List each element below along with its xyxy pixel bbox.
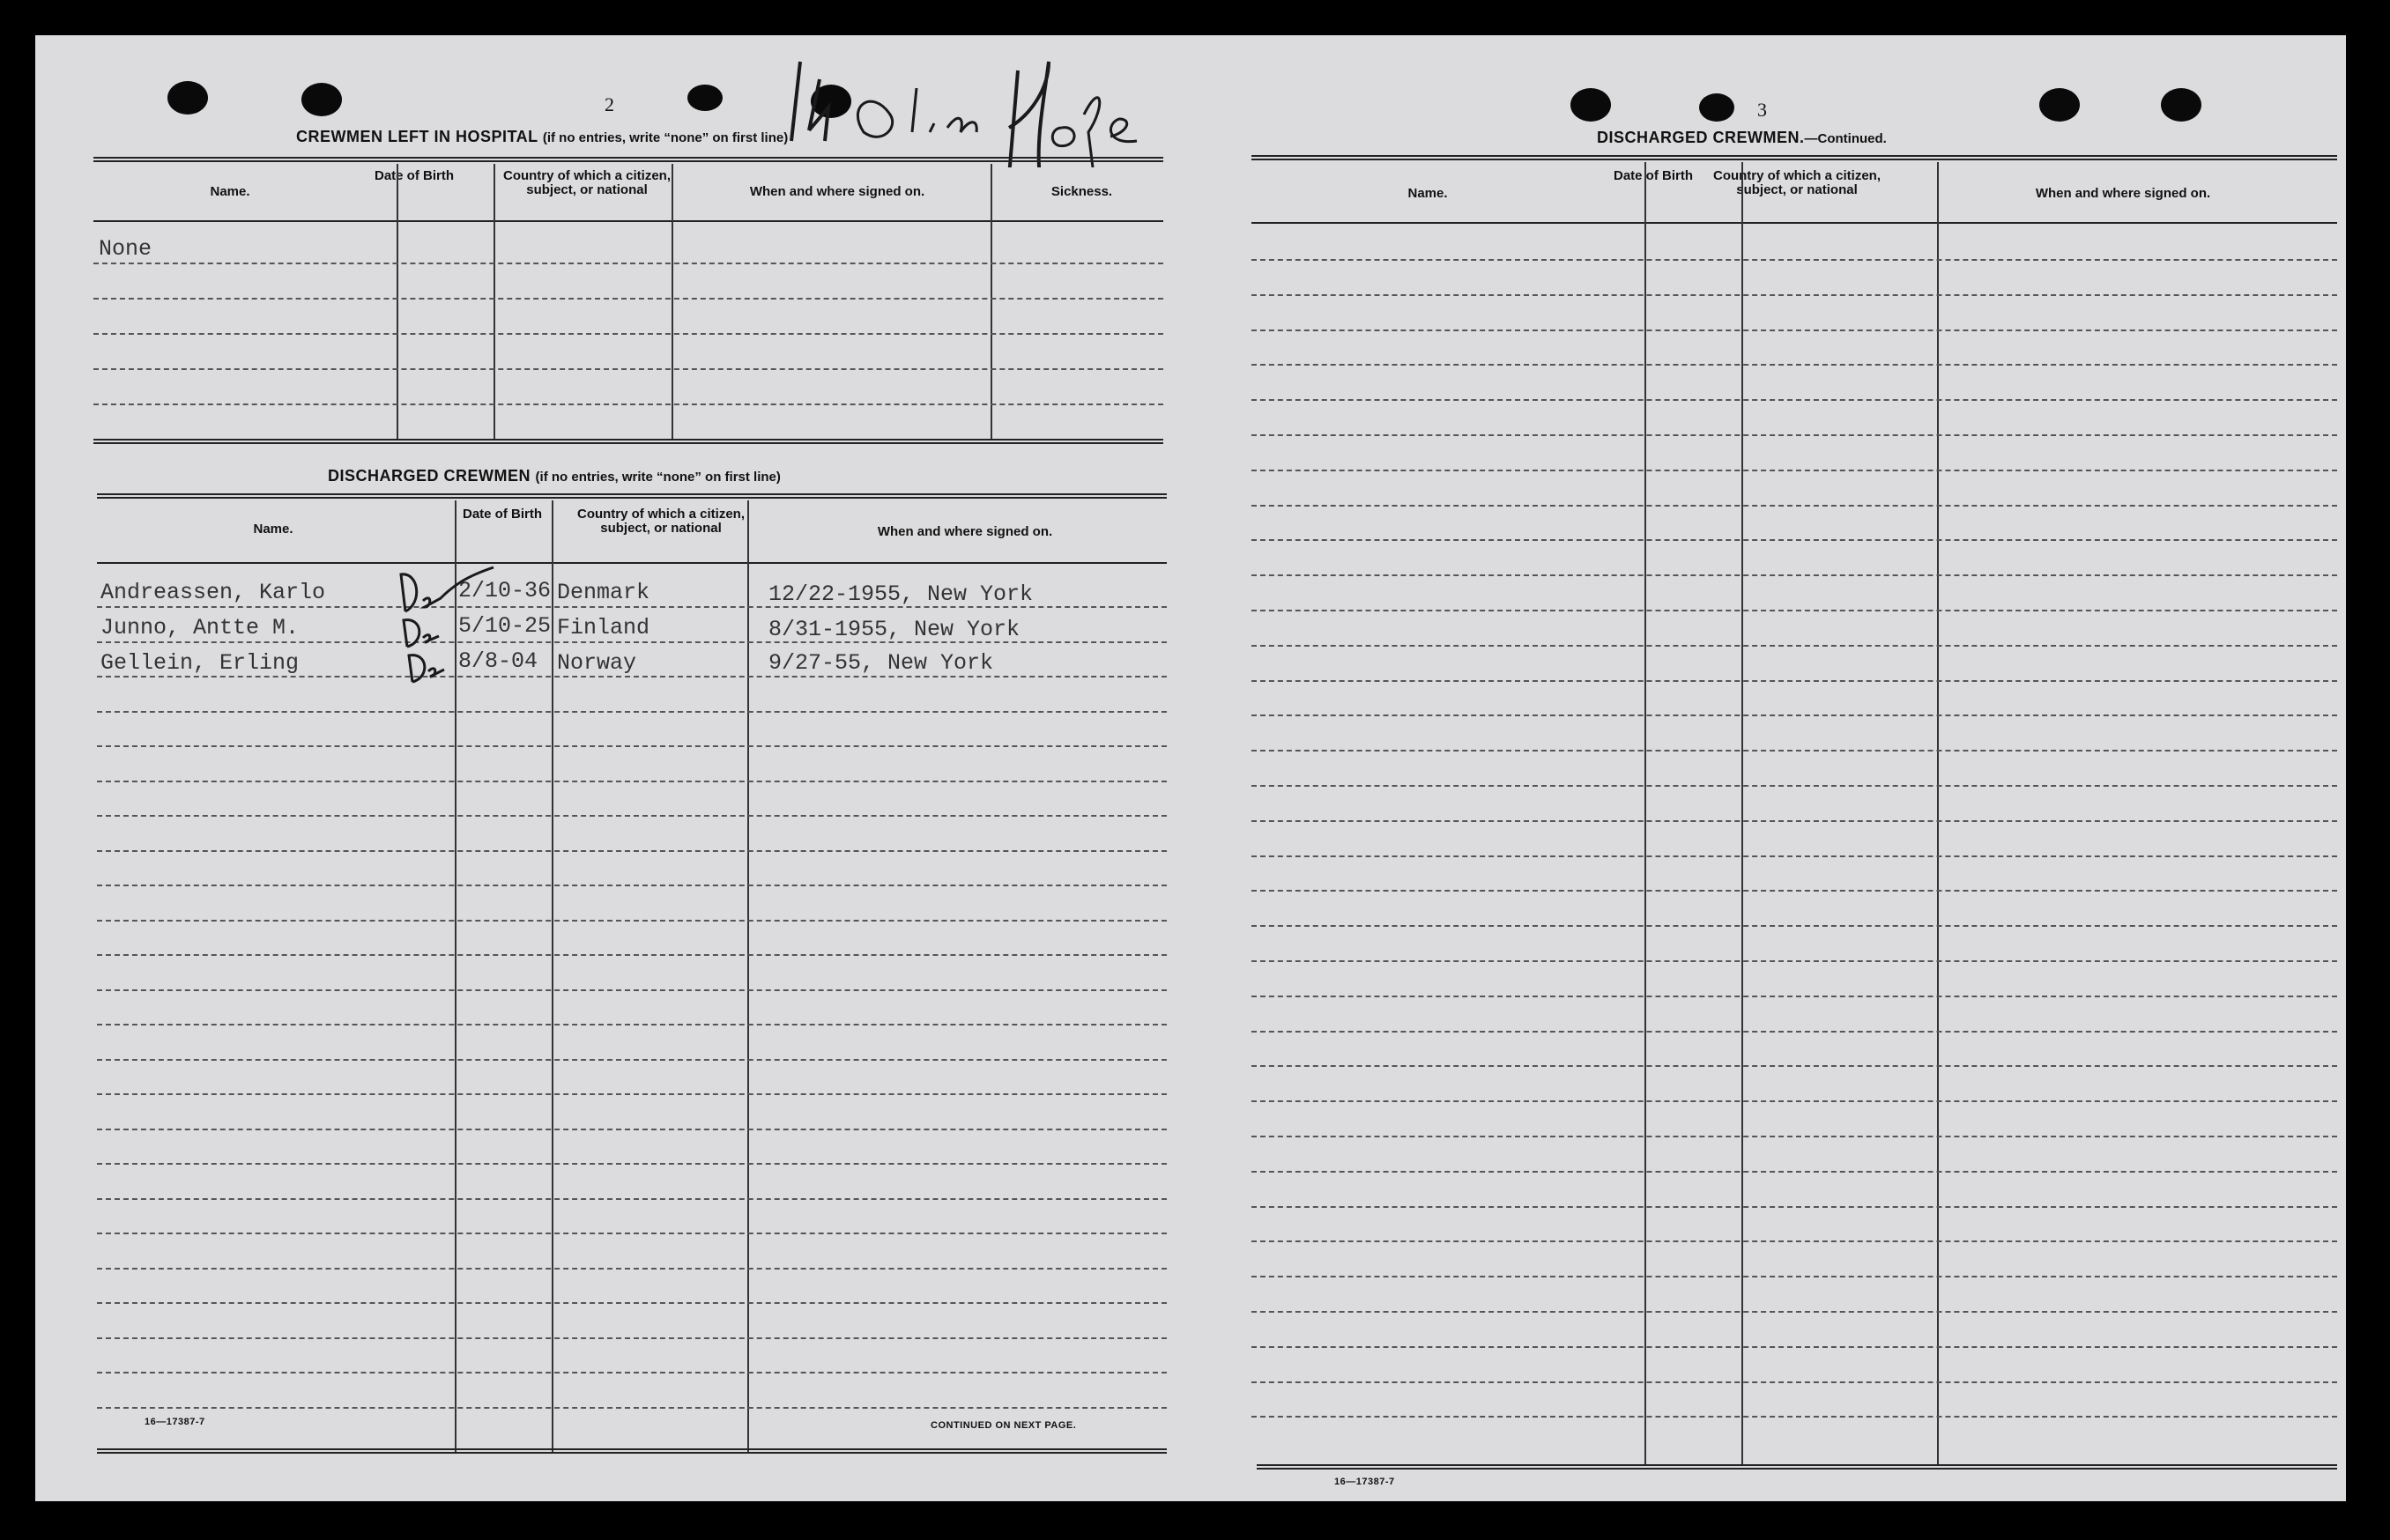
row-line (97, 745, 1167, 747)
row-line (1251, 890, 2337, 892)
row-line (97, 885, 1167, 886)
row-line (1251, 925, 2337, 927)
row-line (97, 676, 1167, 677)
bottom-rule (97, 1448, 1167, 1454)
discharged-country: Norway (557, 650, 637, 676)
discharged-name: Gellein, Erling (100, 650, 300, 676)
row-line (97, 1372, 1167, 1373)
discharged-mark-2 (35, 35, 36, 36)
col-header-signed-on: When and where signed on. (2035, 186, 2211, 201)
discharged-signed-on: 8/31-1955, New York (768, 617, 1021, 642)
handwriting-signature (784, 44, 1154, 167)
col-header-name: Name. (1407, 186, 1448, 201)
row-line (97, 989, 1167, 991)
col-header-country: Country of which a citizen, subject, or national (576, 507, 745, 536)
header-rule (1251, 155, 2337, 160)
row-line (97, 781, 1167, 782)
right-page (1216, 35, 2346, 1501)
row-line (97, 1268, 1167, 1270)
punch-hole (1699, 93, 1734, 122)
row-line (97, 1059, 1167, 1061)
header-bottom-rule (93, 220, 1163, 222)
ledger-sheet (35, 35, 2346, 1501)
row-line (1251, 259, 2337, 261)
row-line (93, 404, 1163, 405)
punch-hole (2161, 88, 2201, 122)
col-header-signed-on: When and where signed on. (877, 524, 1053, 539)
discharged-country: Denmark (557, 580, 650, 605)
column-divider (1644, 162, 1646, 1464)
row-line (1251, 1100, 2337, 1102)
bottom-rule (1257, 1464, 2337, 1470)
header-rule (97, 493, 1167, 499)
row-line (1251, 1206, 2337, 1208)
row-line (97, 1302, 1167, 1304)
row-line (1251, 1276, 2337, 1277)
row-line (1251, 1171, 2337, 1173)
col-header-signed-on: When and where signed on. (749, 184, 925, 199)
row-line (93, 263, 1163, 264)
row-line (1251, 1381, 2337, 1383)
col-header-dob: Date of Birth (463, 507, 542, 522)
row-line (1251, 996, 2337, 997)
discharged-signed-on: 9/27-55, New York (768, 650, 994, 676)
punch-hole (2039, 88, 2080, 122)
punch-hole (1570, 88, 1611, 122)
col-header-dob: Date of Birth (375, 168, 454, 183)
punch-hole (167, 81, 208, 115)
row-line (97, 711, 1167, 713)
header-rule (93, 157, 1163, 162)
row-line (1251, 539, 2337, 541)
column-divider (1741, 162, 1743, 1464)
row-line (1251, 645, 2337, 647)
col-header-name: Name. (253, 522, 293, 537)
row-line (1251, 364, 2337, 366)
row-line (1251, 1416, 2337, 1418)
col-header-dob: Date of Birth (1614, 168, 1693, 183)
row-line (93, 333, 1163, 335)
col-header-sickness: Sickness. (1050, 184, 1113, 199)
row-line (1251, 855, 2337, 857)
row-line (97, 1233, 1167, 1234)
row-line (97, 1129, 1167, 1130)
header-bottom-rule (97, 562, 1167, 564)
punch-hole (301, 83, 342, 116)
row-line (97, 815, 1167, 817)
row-line (97, 1198, 1167, 1200)
col-header-country: Country of which a citizen, subject, or national (502, 168, 671, 197)
row-line (1251, 470, 2337, 471)
row-line (93, 298, 1163, 300)
column-divider (672, 164, 673, 441)
row-line (97, 1093, 1167, 1095)
row-line (1251, 960, 2337, 962)
row-line (1251, 785, 2337, 787)
row-line (1251, 1065, 2337, 1067)
continued-note: CONTINUED ON NEXT PAGE. (931, 1420, 1077, 1431)
row-line (1251, 750, 2337, 751)
discharged-signed-on: 12/22-1955, New York (768, 581, 1034, 607)
discharged-country: Finland (557, 615, 650, 640)
row-line (1251, 1136, 2337, 1137)
discharged-title (328, 467, 781, 485)
column-divider (991, 164, 992, 441)
handwritten-ship-name (784, 44, 1154, 172)
hospital-title (296, 128, 788, 146)
column-divider (1937, 162, 1939, 1464)
discharged-dob: 5/10-25 (458, 613, 552, 639)
row-line (1251, 399, 2337, 401)
form-number: 16—17387-7 (1334, 1477, 1395, 1487)
row-line (97, 1407, 1167, 1409)
discharged-dob: 2/10-36 (458, 578, 552, 603)
column-divider (552, 500, 553, 1454)
left-page (35, 35, 1163, 1501)
handwritten-d-marks (370, 559, 502, 700)
row-line (1251, 714, 2337, 716)
discharged-dob: 8/8-04 (458, 648, 538, 674)
row-line (1251, 1346, 2337, 1348)
row-line (1251, 434, 2337, 436)
row-line (1251, 1240, 2337, 1242)
row-line (1251, 1031, 2337, 1033)
row-line (97, 850, 1167, 852)
row-line (97, 1024, 1167, 1025)
page-number: 3 (1757, 99, 1767, 121)
discharged-continued-title (1597, 129, 1887, 147)
row-line (1251, 1311, 2337, 1313)
row-line (1251, 610, 2337, 611)
row-line (1251, 574, 2337, 576)
discharged-name: Andreassen, Karlo (100, 580, 326, 605)
discharged-subtitle: (if no entries, write “none” on first line) (535, 470, 781, 485)
row-line (97, 954, 1167, 956)
discharged-continued-title-text: DISCHARGED CREWMEN. (1597, 129, 1805, 146)
discharged-name: Junno, Antte M. (100, 615, 300, 640)
row-line (97, 920, 1167, 922)
row-line (1251, 505, 2337, 507)
col-header-country: Country of which a citizen, subject, or national (1712, 168, 1881, 197)
column-divider (397, 164, 398, 441)
row-line (1251, 329, 2337, 331)
row-line (97, 1337, 1167, 1339)
section-rule (93, 439, 1163, 444)
column-divider (747, 500, 749, 1454)
row-line (1251, 820, 2337, 822)
handwritten-header-text (784, 44, 785, 45)
column-divider (494, 164, 495, 441)
continued-suffix: —Continued. (1804, 131, 1887, 146)
punch-hole (687, 85, 723, 111)
hospital-subtitle: (if no entries, write “none” on first line) (542, 130, 789, 145)
row-line (1251, 680, 2337, 682)
form-number: 16—17387-7 (145, 1417, 205, 1427)
col-header-name: Name. (210, 184, 250, 199)
hospital-title-text: CREWMEN LEFT IN HOSPITAL (296, 128, 538, 145)
page-number: 2 (605, 93, 614, 115)
header-bottom-rule (1251, 222, 2337, 224)
hospital-row-name: None (99, 236, 152, 262)
row-line (97, 1163, 1167, 1165)
discharged-title-text: DISCHARGED CREWMEN (328, 467, 531, 485)
row-line (93, 368, 1163, 370)
row-line (1251, 294, 2337, 296)
